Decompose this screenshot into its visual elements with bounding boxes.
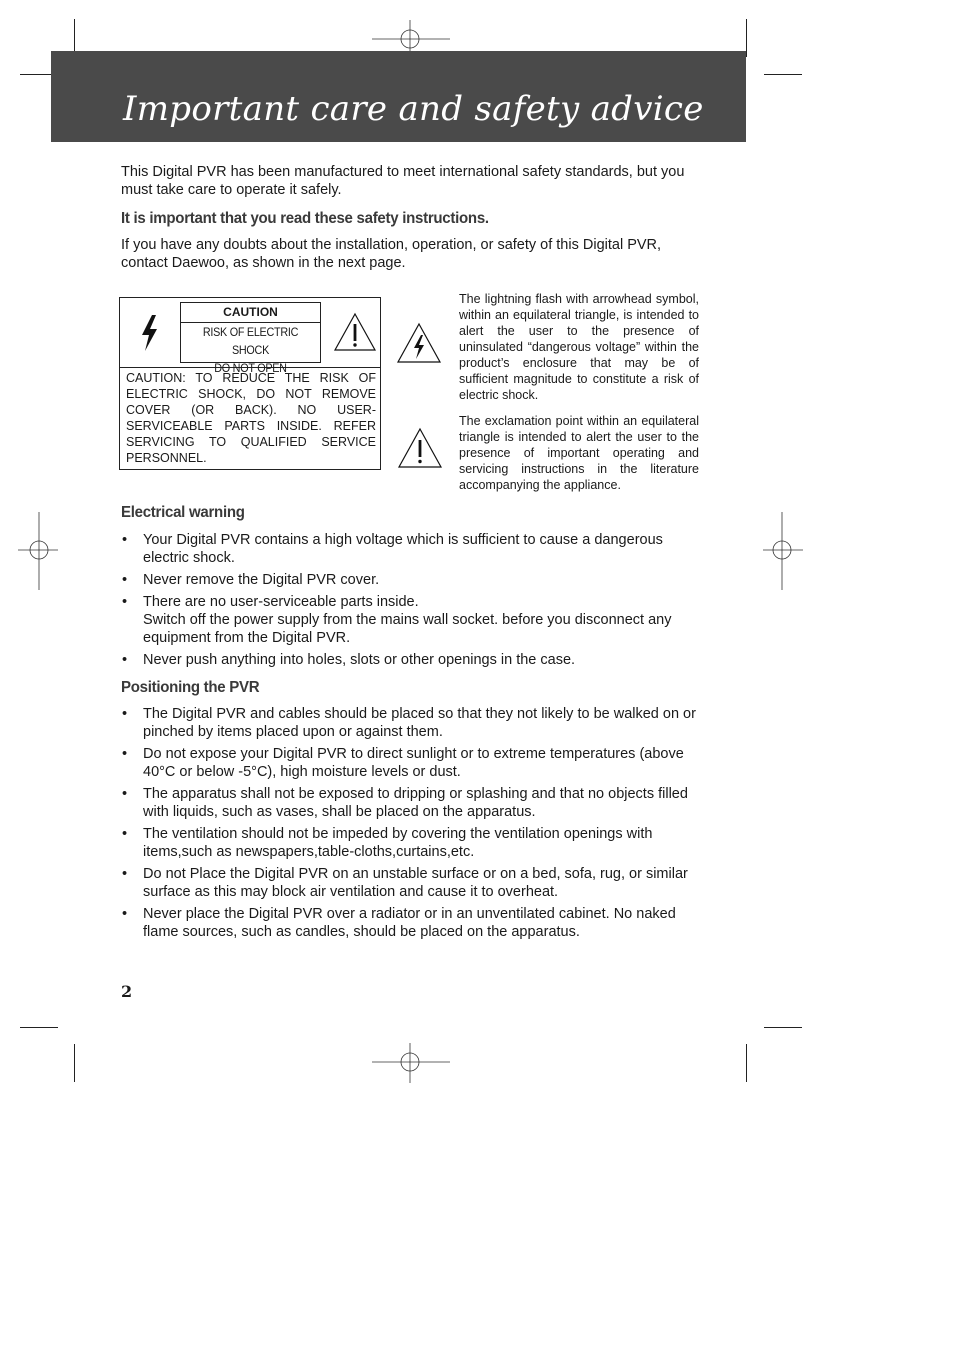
lightning-warning-icon	[137, 313, 163, 353]
electrical-warning-list	[121, 531, 681, 673]
exclamation-triangle-icon	[397, 427, 443, 469]
caution-text: CAUTION: TO REDUCE THE RISK OF ELECTRIC SHOCK, DO NOT REMOVE COVER (OR BACK). NO USER-SERVICEABLE PARTS INSIDE. REFER SERVICING TO QUALIFIED SERVICE PERSONNEL.	[126, 371, 376, 465]
crop-mark	[764, 74, 802, 75]
list-item-text: Never remove the Digital PVR cover.	[143, 572, 380, 588]
lightning-triangle-icon	[396, 322, 442, 364]
caution-line-shock: RISK OF ELECTRIC SHOCK	[202, 325, 299, 357]
caution-title: CAUTION	[181, 303, 320, 323]
caution-label-header	[120, 298, 380, 375]
list-item: • Your Digital PVR contains a high voltage which is sufficient to cause a dangerous electric shock.	[121, 531, 681, 567]
list-item: • Never place the Digital PVR over a radiator or in an unventilated cabinet. No naked flame sources, such as candles, should be placed on the apparatus.	[121, 905, 696, 941]
list-item: • Do not expose your Digital PVR to direct sunlight or to extreme temperatures (above 40°C or below -5°C), high moisture levels or dust.	[121, 745, 696, 781]
positioning-heading: Positioning the PVR	[121, 679, 260, 696]
registration-mark-right	[763, 512, 803, 590]
page-number: 2	[121, 982, 133, 1001]
list-item-text: • There are no user-serviceable parts inside.	[143, 594, 419, 610]
list-item: • Never push anything into holes, slots or other openings in the case.	[121, 651, 681, 669]
caution-label-box	[119, 297, 381, 470]
exclamation-explanation: The exclamation point within an equilateral triangle is intended to alert the user to the presence of important operating and servicing instructions in the literature accompanying the appliance.	[459, 414, 699, 492]
list-item-text: Switch off the power supply from the mains wall socket. before you disconnect any equipment from the Digital PVR.	[143, 612, 672, 646]
intro-paragraph: This Digital PVR has been manufactured to meet international safety standards, but you must take care to operate it safely.	[121, 164, 685, 198]
safety-instructions-heading: It is important that you read these safety instructions.	[121, 210, 489, 227]
caution-line-open: DO NOT OPEN	[214, 361, 287, 375]
crop-mark	[20, 1027, 58, 1028]
exclamation-warning-icon	[333, 312, 377, 352]
crop-mark	[74, 1044, 75, 1082]
list-item: • The ventilation should not be impeded by covering the ventilation openings with items,such as newspapers,table-cloths,curtains,etc.	[121, 825, 696, 861]
list-item	[121, 571, 681, 589]
registration-mark-left	[18, 512, 58, 590]
header-bar	[51, 51, 746, 142]
caution-label	[180, 302, 321, 375]
electrical-warning-heading: Electrical warning	[121, 504, 245, 521]
registration-mark-bottom	[372, 1043, 450, 1083]
list-item: • Do not Place the Digital PVR on an unstable surface or on a bed, sofa, rug, or similar surface as this may block air ventilation and cause it to overheat.	[121, 865, 696, 901]
doubts-paragraph: If you have any doubts about the installation, operation, or safety of this Digital PVR, contact Daewoo, as shown in the next page.	[121, 237, 662, 271]
crop-mark	[764, 1027, 802, 1028]
list-item: • The apparatus shall not be exposed to dripping or splashing and that no objects filled with liquids, such as vases, shall be placed on the apparatus.	[121, 785, 696, 821]
positioning-list	[121, 705, 696, 945]
lightning-explanation: The lightning flash with arrowhead symbol, within an equilateral triangle, is intended to alert the user to the presence of uninsulated “dangerous voltage” within the product’s enclosure that may be of sufficient magnitude to constitute a risk of electric shock.	[459, 292, 699, 402]
page-title: Important care and safety advice	[123, 89, 704, 129]
list-item: • The Digital PVR and cables should be placed so that they not likely to be walked on or pinched by items placed upon or against them.	[121, 705, 696, 741]
list-item	[121, 593, 681, 647]
crop-mark	[746, 19, 747, 57]
crop-mark	[746, 1044, 747, 1082]
